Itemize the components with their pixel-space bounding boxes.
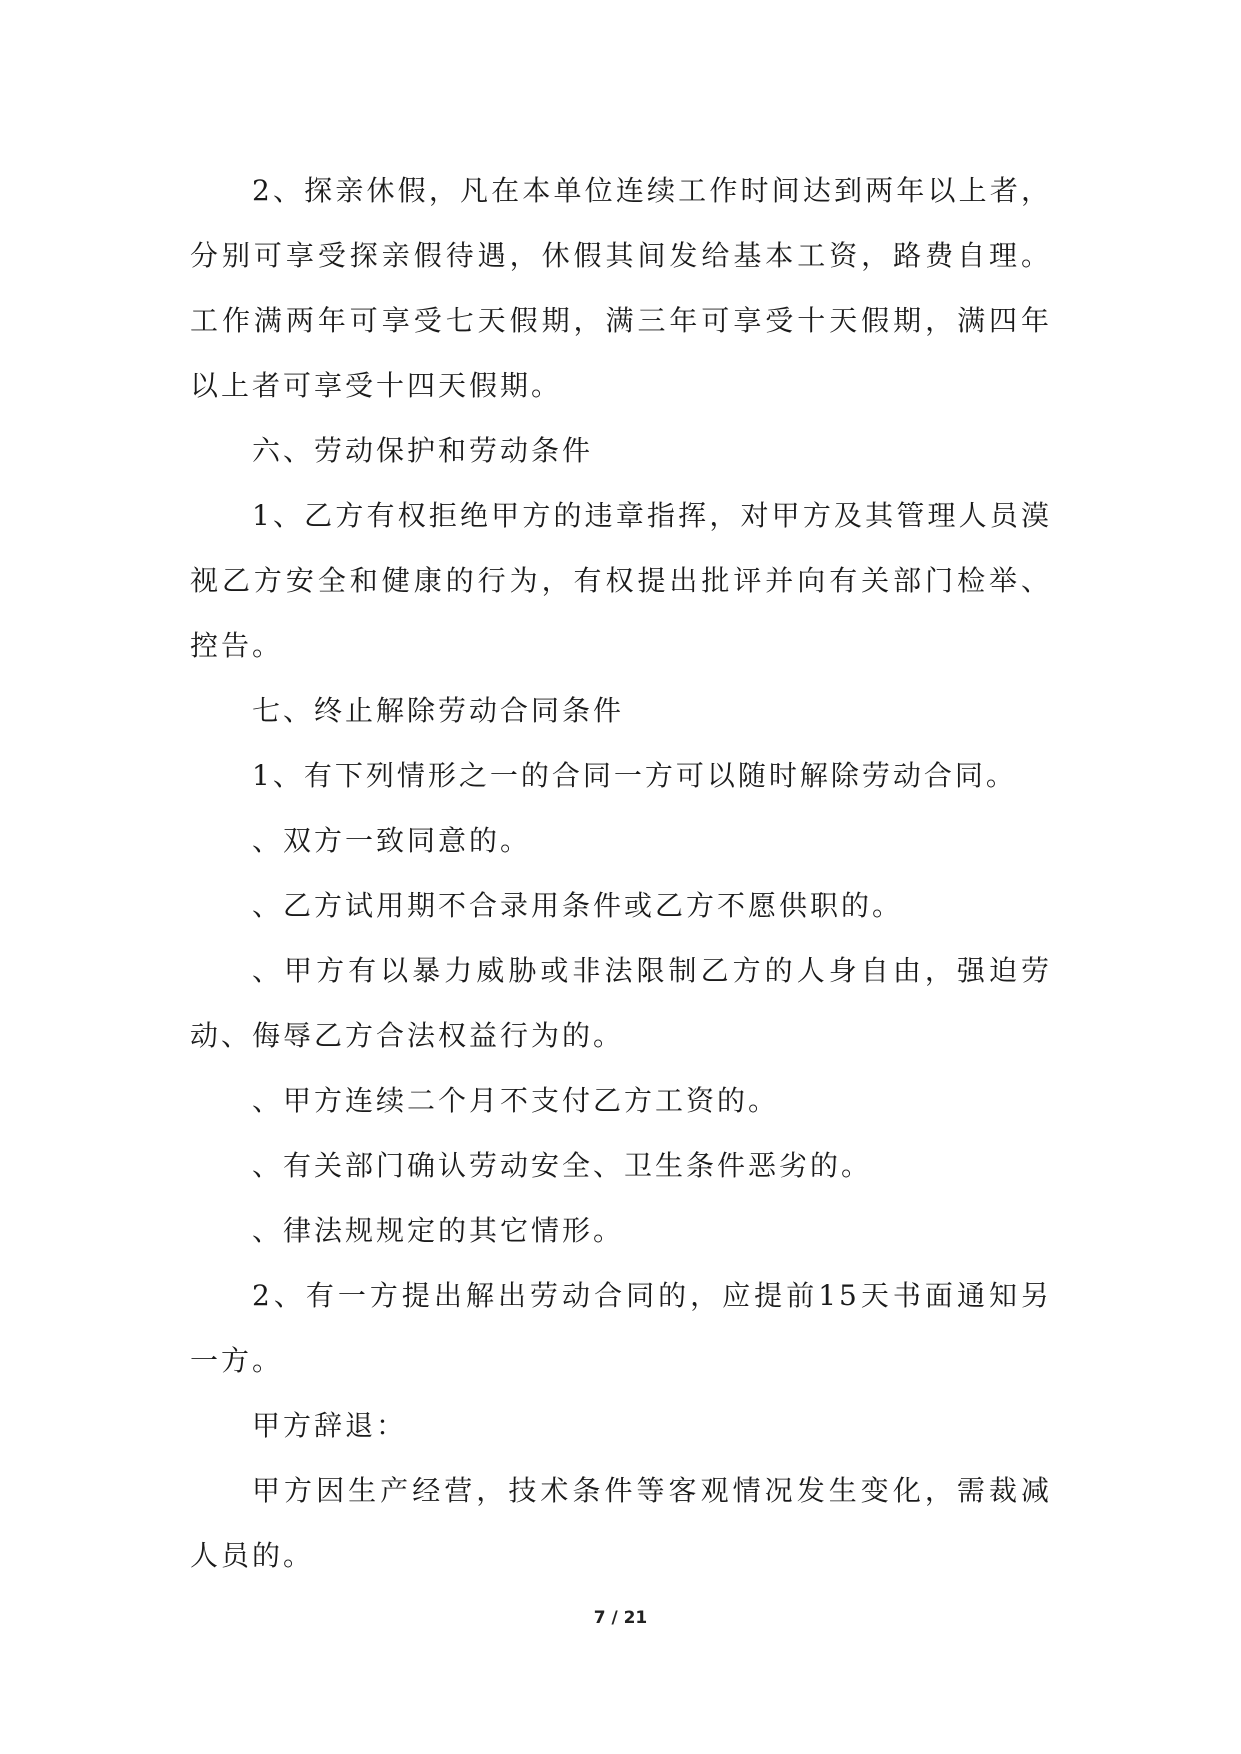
paragraph-refuse-orders: 1、乙方有权拒绝甲方的违章指挥，对甲方及其管理人员漠视乙方安全和健康的行为，有权提出批评并向有关部门检举、控告。 [190, 499, 1052, 662]
list-item-mutual-agreement: 、双方一致同意的。 [252, 824, 532, 857]
list-item-unsafe-conditions: 、有关部门确认劳动安全、卫生条件恶劣的。 [252, 1149, 873, 1182]
paragraph-layoff: 甲方因生产经营，技术条件等客观情况发生变化，需裁减人员的。 [190, 1474, 1052, 1572]
paragraph-notice-period: 2、有一方提出解出劳动合同的，应提前15天书面通知另一方。 [190, 1279, 1052, 1377]
list-item-unpaid-wages: 、甲方连续二个月不支付乙方工资的。 [252, 1084, 780, 1117]
list-item-probation: 、乙方试用期不合录用条件或乙方不愿供职的。 [252, 889, 904, 922]
list-item-other-legal: 、律法规规定的其它情形。 [252, 1214, 625, 1247]
section-heading-labor-protection: 六、劳动保护和劳动条件 [252, 434, 594, 467]
paragraph-termination-conditions: 1、有下列情形之一的合同一方可以随时解除劳动合同。 [252, 759, 1017, 792]
subheading-dismissal: 甲方辞退： [252, 1409, 408, 1442]
list-item-coercion: 、甲方有以暴力威胁或非法限制乙方的人身自由，强迫劳动、侮辱乙方合法权益行为的。 [190, 954, 1052, 1052]
document-body [190, 158, 1052, 1588]
paragraph-home-leave: 2、探亲休假，凡在本单位连续工作时间达到两年以上者，分别可享受探亲假待遇，休假其间发给基本工资，路费自理。工作满两年可享受七天假期，满三年可享受十天假期，满四年以上者可享受十四天假期。 [190, 174, 1052, 402]
section-heading-termination: 七、终止解除劳动合同条件 [252, 694, 625, 727]
page-number: 7 / 21 [593, 1608, 648, 1628]
